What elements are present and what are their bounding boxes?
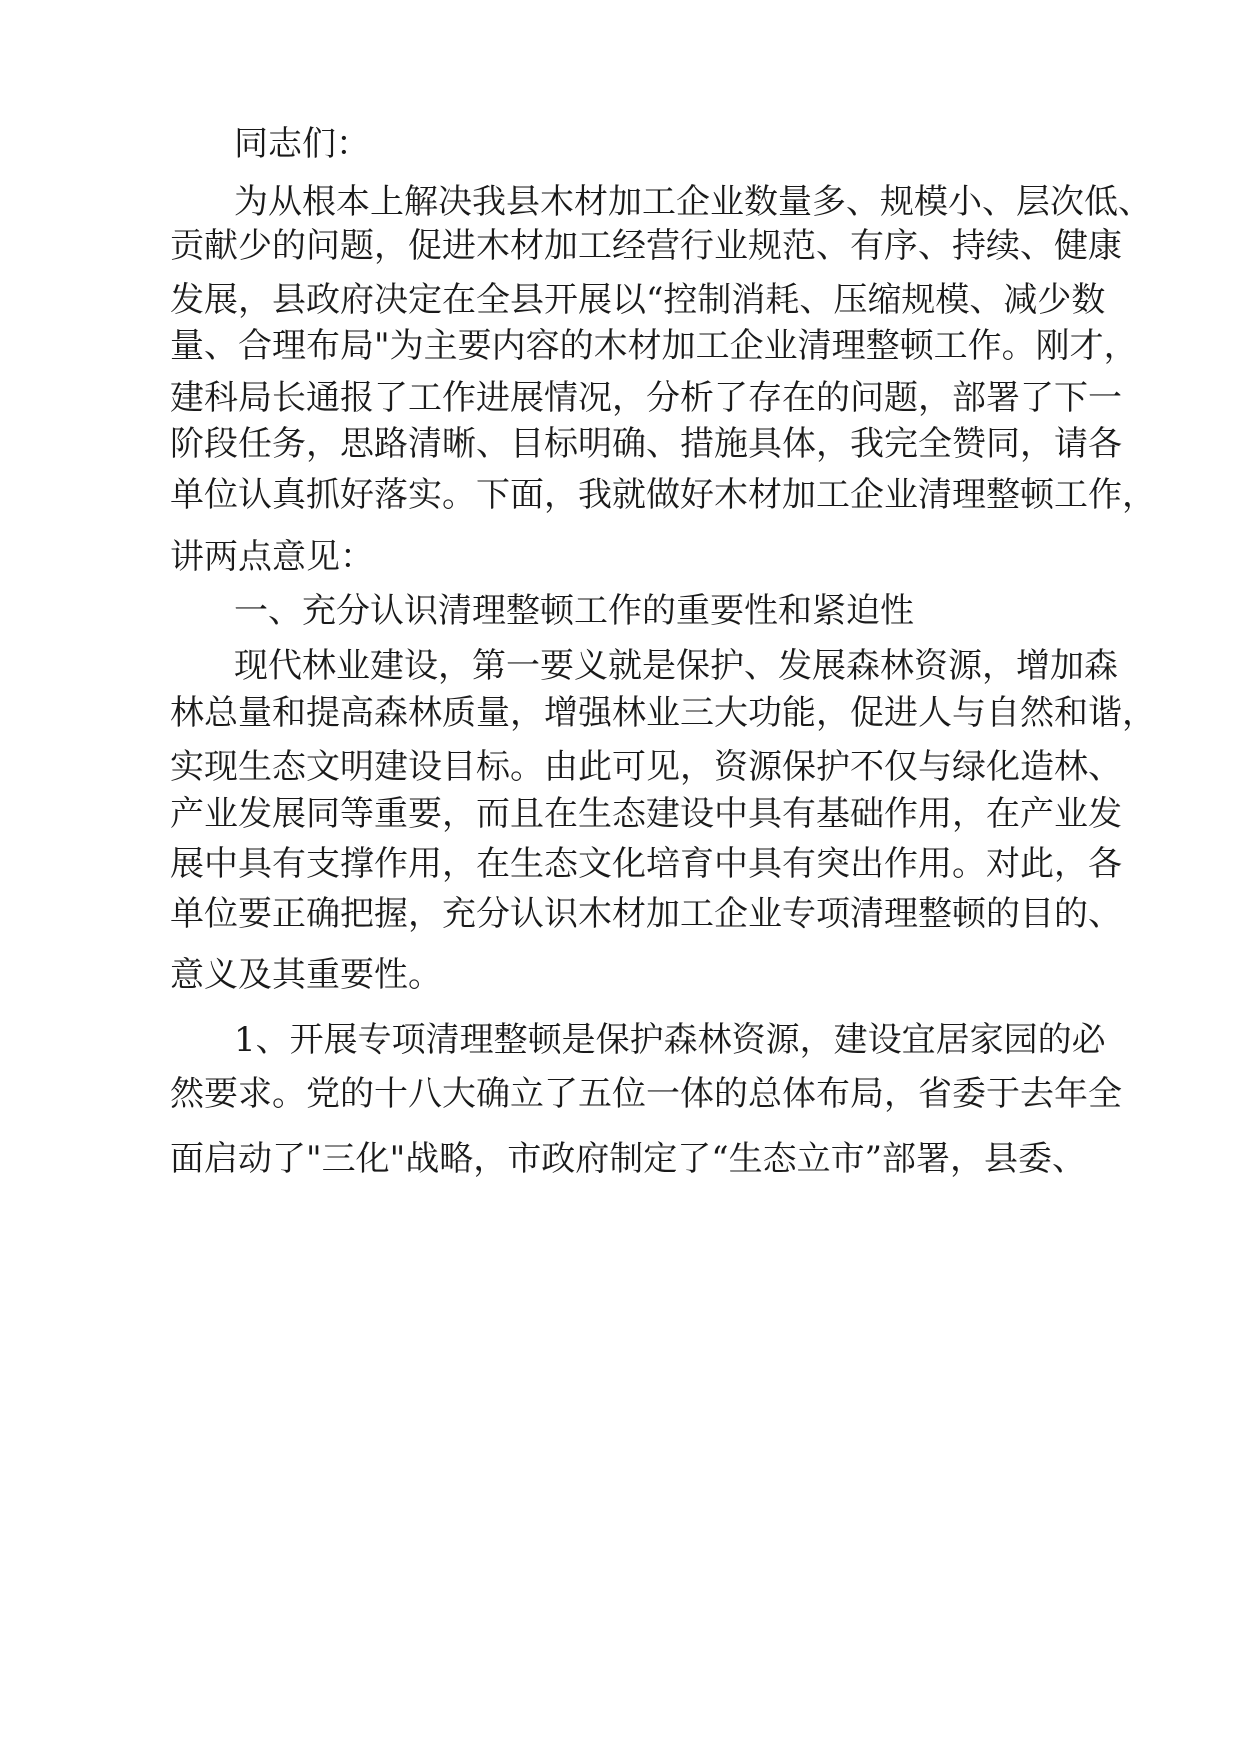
- intro-line: 建科局长通报了工作进展情况，分析了存在的问题，部署了下一: [170, 378, 1122, 418]
- point-line: 面启动了"三化"战略，市政府制定了“生态立市”部署，县委、: [170, 1139, 1087, 1179]
- intro-line: 单位认真抓好落实。下面，我就做好木材加工企业清理整顿工作，: [170, 475, 1156, 515]
- intro-line: 发展，县政府决定在全县开展以“控制消耗、压缩规模、减少数: [170, 280, 1106, 320]
- point-line: 1、开展专项清理整顿是保护森林资源，建设宜居家园的必: [234, 1020, 1106, 1060]
- section-line: 现代林业建设，第一要义就是保护、发展森林资源，增加森: [234, 646, 1118, 686]
- intro-line: 量、合理布局"为主要内容的木材加工企业清理整顿工作。刚才，: [170, 326, 1138, 366]
- section-heading: 一、充分认识清理整顿工作的重要性和紧迫性: [234, 591, 914, 631]
- salutation: 同志们：: [234, 124, 370, 164]
- section-line: 林总量和提高森林质量，增强林业三大功能，促进人与自然和谐，: [170, 693, 1156, 733]
- point-line: 然要求。党的十八大确立了五位一体的总体布局，省委于去年全: [170, 1074, 1122, 1114]
- intro-line: 贡献少的问题，促进木材加工经营行业规范、有序、持续、健康: [170, 226, 1122, 266]
- intro-line: 阶段任务，思路清晰、目标明确、措施具体，我完全赞同，请各: [170, 424, 1122, 464]
- section-line: 展中具有支撑作用，在生态文化培育中具有突出作用。对此，各: [170, 844, 1122, 884]
- section-line: 实现生态文明建设目标。由此可见，资源保护不仅与绿化造林、: [170, 747, 1122, 787]
- intro-line: 为从根本上解决我县木材加工企业数量多、规模小、层次低、: [234, 182, 1152, 222]
- intro-line: 讲两点意见：: [170, 537, 374, 577]
- section-line: 单位要正确把握，充分认识木材加工企业专项清理整顿的目的、: [170, 894, 1122, 934]
- section-line: 意义及其重要性。: [170, 955, 442, 995]
- section-line: 产业发展同等重要，而且在生态建设中具有基础作用，在产业发: [170, 794, 1122, 834]
